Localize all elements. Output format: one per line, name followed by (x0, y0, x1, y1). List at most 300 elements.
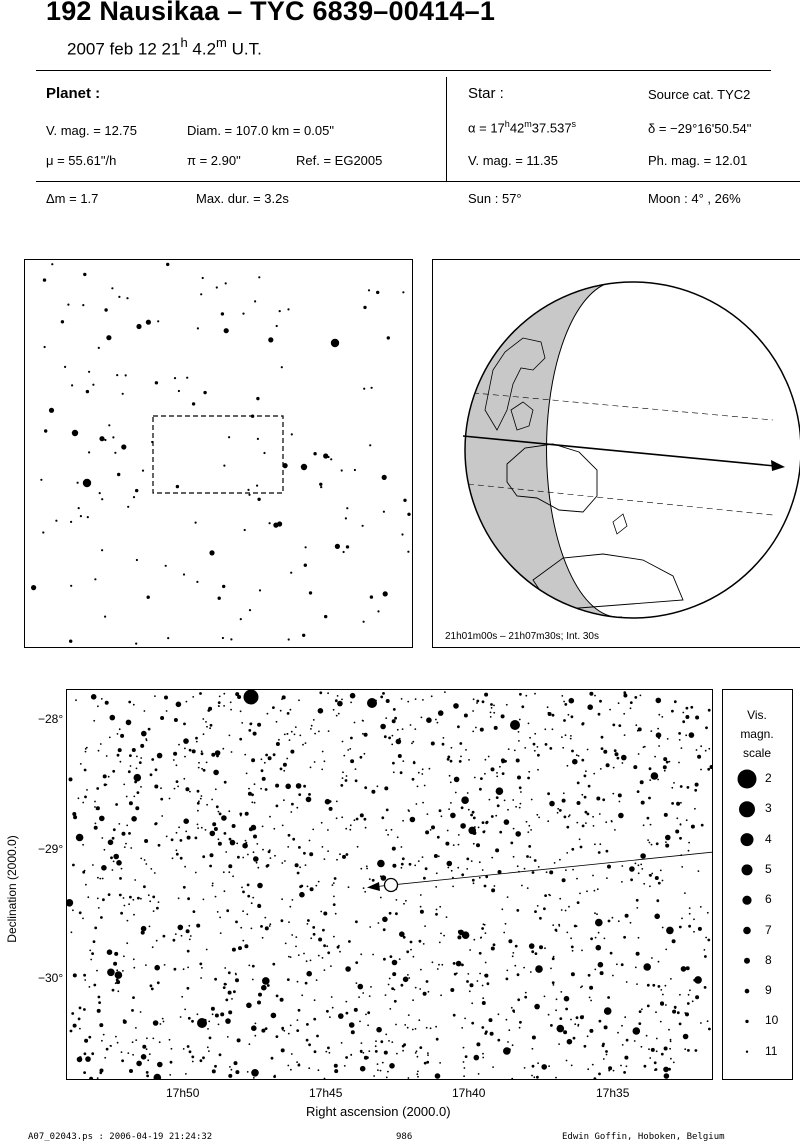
chart-star (197, 802, 200, 805)
chart-star (213, 770, 219, 776)
chart-star (464, 1018, 466, 1020)
finder-star (222, 585, 225, 588)
chart-star (185, 831, 187, 833)
chart-star (695, 783, 699, 787)
chart-star (422, 802, 424, 804)
chart-star (254, 802, 256, 804)
chart-star (410, 941, 413, 944)
chart-star (160, 787, 162, 789)
chart-star (296, 807, 298, 809)
chart-star (160, 1023, 162, 1025)
chart-star (638, 872, 640, 874)
chart-star (154, 872, 156, 874)
chart-star (592, 875, 594, 877)
chart-star (107, 969, 115, 977)
chart-star (598, 932, 600, 934)
finder-star (228, 436, 230, 438)
chart-star (100, 916, 103, 919)
chart-star (648, 1048, 650, 1050)
chart-star (360, 756, 363, 759)
chart-star (180, 839, 183, 842)
chart-star (552, 924, 554, 926)
chart-star (242, 857, 244, 859)
chart-star (158, 844, 161, 847)
chart-star (178, 897, 180, 899)
chart-star (416, 1073, 418, 1075)
chart-star (240, 710, 242, 712)
chart-star (666, 761, 669, 764)
chart-star (685, 734, 687, 736)
finder-star (345, 517, 347, 519)
chart-star (456, 972, 458, 974)
chart-star (322, 929, 325, 932)
chart-star (285, 784, 291, 790)
chart-star (176, 849, 178, 851)
finder-star (407, 513, 410, 516)
chart-star (402, 760, 404, 762)
star-source-catalog: Source cat. TYC2 (648, 87, 751, 102)
chart-star (656, 1038, 658, 1040)
chart-star (351, 1030, 355, 1034)
chart-star (360, 868, 362, 870)
chart-star (506, 1019, 508, 1021)
chart-star (562, 799, 566, 803)
chart-star (389, 912, 392, 915)
chart-star (581, 950, 583, 952)
chart-star (315, 885, 317, 887)
chart-star (260, 788, 262, 790)
chart-star (484, 693, 488, 697)
chart-star (265, 788, 268, 791)
chart-star (323, 944, 326, 947)
chart-star (387, 834, 389, 836)
chart-star (549, 870, 553, 874)
chart-star (472, 811, 475, 814)
legend-magnitude-label: 6 (765, 892, 772, 907)
chart-star (71, 931, 73, 933)
chart-star (286, 758, 288, 760)
chart-star (219, 696, 221, 698)
chart-star (596, 913, 598, 915)
chart-star (454, 777, 460, 783)
finder-star (363, 388, 365, 390)
chart-star (661, 1053, 664, 1056)
chart-star (534, 1004, 540, 1010)
chart-star (186, 929, 190, 933)
chart-star (266, 865, 269, 868)
chart-star (594, 695, 596, 697)
chart-star (270, 857, 272, 859)
chart-star (630, 878, 633, 881)
chart-star (658, 961, 660, 963)
chart-star (529, 943, 535, 949)
chart-star (325, 799, 331, 805)
chart-star (634, 696, 637, 699)
chart-star (108, 840, 114, 846)
chart-star (224, 832, 227, 835)
star-phmag: Ph. mag. = 12.01 (648, 153, 748, 168)
chart-star (473, 939, 475, 941)
chart-star (656, 842, 659, 845)
chart-star (397, 729, 399, 731)
chart-star (271, 1057, 274, 1060)
legend-magnitude-dot (742, 864, 753, 875)
chart-star (401, 863, 404, 866)
chart-star (289, 906, 291, 908)
chart-star (422, 699, 424, 701)
chart-star (490, 703, 493, 706)
chart-star (430, 829, 432, 831)
chart-star (336, 817, 338, 819)
chart-star (617, 757, 620, 760)
chart-star (269, 849, 271, 851)
chart-star (350, 693, 356, 699)
chart-star (83, 1008, 86, 1011)
chart-star (412, 999, 414, 1001)
chart-star (118, 823, 120, 825)
chart-star (385, 829, 387, 831)
chart-star (380, 724, 386, 730)
chart-star (262, 977, 270, 985)
chart-star (497, 804, 500, 807)
chart-star (339, 951, 341, 953)
chart-star (97, 1077, 99, 1079)
finder-star (166, 263, 169, 266)
chart-star (416, 1050, 418, 1052)
chart-star (242, 940, 244, 942)
chart-star (306, 971, 312, 977)
chart-star (345, 1056, 348, 1059)
chart-star (663, 757, 667, 761)
chart-star (572, 759, 578, 765)
finder-star (71, 384, 73, 386)
chart-star (356, 982, 358, 984)
chart-star (151, 988, 154, 991)
chart-star (283, 1030, 285, 1032)
chart-star (512, 955, 514, 957)
chart-star (565, 734, 567, 736)
chart-star (408, 1077, 410, 1079)
chart-star (264, 917, 266, 919)
finder-star (72, 430, 78, 436)
chart-star (504, 819, 510, 825)
chart-star (287, 733, 289, 735)
chart-star (665, 985, 667, 987)
chart-star (338, 1013, 344, 1019)
chart-star (447, 867, 449, 869)
chart-star (341, 699, 343, 701)
finder-star (87, 516, 89, 518)
chart-star (146, 1071, 149, 1074)
chart-star (657, 728, 659, 730)
chart-star (496, 787, 504, 795)
chart-star (301, 994, 303, 996)
chart-star (265, 1027, 268, 1030)
finder-star (368, 289, 370, 291)
chart-star (350, 824, 352, 826)
chart-star (252, 965, 255, 968)
chart-star (93, 720, 95, 722)
chart-star (350, 702, 352, 704)
chart-star (479, 877, 481, 879)
chart-star (176, 853, 179, 856)
chart-star (349, 1022, 355, 1028)
chart-star (306, 960, 308, 962)
chart-star (636, 907, 638, 909)
chart-star (281, 919, 284, 922)
chart-star (177, 786, 179, 788)
chart-star (698, 870, 700, 872)
chart-star (655, 1068, 658, 1071)
chart-star (364, 733, 368, 737)
chart-star (487, 982, 490, 985)
chart-star (495, 815, 497, 817)
chart-star (354, 1008, 358, 1012)
chart-star (515, 806, 517, 808)
chart-star (298, 1009, 301, 1012)
chart-star (232, 948, 236, 952)
chart-star (451, 870, 453, 872)
chart-star (225, 1018, 231, 1024)
chart-star (76, 834, 84, 842)
chart-star (638, 937, 640, 939)
chart-star (150, 868, 152, 870)
finder-star (99, 436, 104, 441)
chart-star (207, 709, 210, 712)
chart-star (608, 1066, 612, 1070)
chart-star (524, 996, 527, 999)
chart-star (672, 1010, 676, 1014)
chart-star (537, 905, 539, 907)
chart-star (634, 1040, 636, 1042)
chart-star (242, 843, 248, 849)
finder-star (362, 525, 364, 527)
chart-star (256, 843, 258, 845)
chart-star (316, 979, 318, 981)
chart-star (90, 959, 92, 961)
chart-star (283, 770, 285, 772)
chart-star (537, 1062, 539, 1064)
chart-star (658, 714, 660, 716)
chart-star (614, 749, 617, 752)
chart-star (587, 704, 593, 710)
chart-star (113, 828, 116, 831)
chart-star (696, 749, 698, 751)
chart-star (681, 918, 683, 920)
chart-star (188, 1017, 191, 1020)
chart-star (70, 1030, 73, 1033)
chart-star (366, 865, 368, 867)
chart-star (211, 753, 215, 757)
finder-star (155, 381, 158, 384)
chart-star (587, 749, 589, 751)
chart-star (489, 799, 491, 801)
chart-star (461, 964, 464, 967)
chart-star (710, 765, 714, 769)
chart-star (594, 912, 596, 914)
chart-star (85, 1056, 91, 1062)
chart-star (687, 1049, 690, 1052)
chart-star (103, 1034, 105, 1036)
chart-star (465, 749, 467, 751)
chart-star (355, 779, 358, 782)
chart-star (456, 961, 462, 967)
finder-star (209, 550, 214, 555)
chart-star (678, 762, 680, 764)
chart-star (265, 926, 269, 930)
chart-star (96, 970, 98, 972)
chart-star (412, 741, 414, 743)
chart-star (288, 834, 291, 837)
chart-star (435, 913, 438, 916)
chart-star (248, 965, 250, 967)
chart-star (630, 701, 633, 704)
chart-star (310, 728, 312, 730)
chart-star (566, 932, 568, 934)
chart-star (341, 1042, 343, 1044)
chart-star (360, 953, 362, 955)
chart-star (292, 899, 294, 901)
chart-star (228, 971, 231, 974)
chart-star (478, 827, 480, 829)
chart-star (348, 940, 351, 943)
chart-star (556, 930, 558, 932)
chart-star (427, 1052, 429, 1054)
header-top-rule (36, 70, 771, 71)
chart-star (517, 865, 519, 867)
chart-star (704, 949, 706, 951)
chart-star (173, 752, 177, 756)
chart-star (245, 840, 247, 842)
chart-star (390, 955, 393, 958)
chart-star (308, 1043, 311, 1046)
chart-star (425, 867, 428, 870)
chart-star (579, 893, 581, 895)
legend-magnitude-label: 8 (765, 952, 772, 967)
chart-star (396, 1053, 398, 1055)
chart-star (160, 716, 164, 720)
chart-star (140, 786, 142, 788)
finder-star (202, 277, 204, 279)
chart-star (612, 917, 614, 919)
chart-star (72, 909, 74, 911)
chart-star (473, 843, 475, 845)
chart-star (185, 1073, 187, 1075)
chart-star (643, 746, 645, 748)
chart-star (251, 801, 253, 803)
chart-star (423, 992, 427, 996)
chart-star (676, 802, 680, 806)
chart-star (94, 806, 96, 808)
chart-star (450, 781, 452, 783)
chart-star (490, 1032, 494, 1036)
chart-star (402, 1050, 404, 1052)
chart-star (377, 860, 385, 868)
chart-star (571, 1065, 573, 1067)
chart-star (196, 924, 200, 928)
chart-star (332, 884, 334, 886)
chart-star (481, 927, 484, 930)
chart-star (244, 944, 248, 948)
chart-star (140, 757, 142, 759)
chart-star (203, 899, 205, 901)
finder-star (135, 643, 137, 645)
chart-star (323, 912, 327, 916)
chart-star (485, 759, 487, 761)
chart-star (511, 1078, 513, 1080)
chart-star (621, 755, 627, 761)
chart-star (337, 701, 343, 707)
finder-star (94, 578, 96, 580)
chart-star (332, 1007, 334, 1009)
chart-star (493, 943, 496, 946)
chart-star (514, 965, 516, 967)
chart-star (697, 755, 701, 759)
chart-star (281, 1027, 284, 1030)
chart-star (507, 896, 509, 898)
chart-star (237, 695, 241, 699)
chart-star (219, 917, 221, 919)
chart-star (662, 880, 664, 882)
chart-star (404, 1024, 406, 1026)
chart-star (684, 892, 686, 894)
chart-star (447, 861, 453, 867)
chart-star (636, 899, 639, 902)
chart-star (183, 723, 186, 726)
chart-star (208, 1021, 210, 1023)
chart-star (296, 1029, 299, 1032)
chart-star (373, 1075, 375, 1077)
chart-star (391, 829, 393, 831)
chart-star (420, 910, 424, 914)
chart-star (238, 946, 242, 950)
finder-star (127, 506, 129, 508)
chart-star (233, 990, 236, 993)
chart-star (235, 978, 239, 982)
chart-star (579, 838, 581, 840)
chart-star (482, 700, 485, 703)
chart-star (252, 979, 254, 981)
chart-star (684, 1048, 686, 1050)
finder-star (268, 337, 273, 342)
chart-star (695, 716, 699, 720)
chart-star (124, 905, 126, 907)
chart-star (613, 767, 615, 769)
chart-star (519, 693, 522, 696)
chart-star (547, 820, 549, 822)
chart-star (128, 903, 130, 905)
chart-star (133, 958, 135, 960)
chart-star (504, 760, 507, 763)
chart-star (664, 1047, 668, 1051)
finder-star (108, 424, 110, 426)
planet-vmag: V. mag. = 12.75 (46, 123, 137, 138)
chart-star (251, 825, 257, 831)
chart-star (553, 956, 555, 958)
chart-star (478, 1073, 480, 1075)
chart-star (582, 1015, 584, 1017)
finder-star (200, 293, 202, 295)
finder-star (225, 282, 227, 284)
chart-star (618, 793, 622, 797)
chart-star (396, 739, 402, 745)
chart-star (485, 875, 488, 878)
chart-star (459, 760, 462, 763)
chart-star (91, 694, 97, 700)
finder-star (203, 391, 206, 394)
chart-star (548, 1065, 550, 1067)
chart-star (417, 1076, 419, 1078)
